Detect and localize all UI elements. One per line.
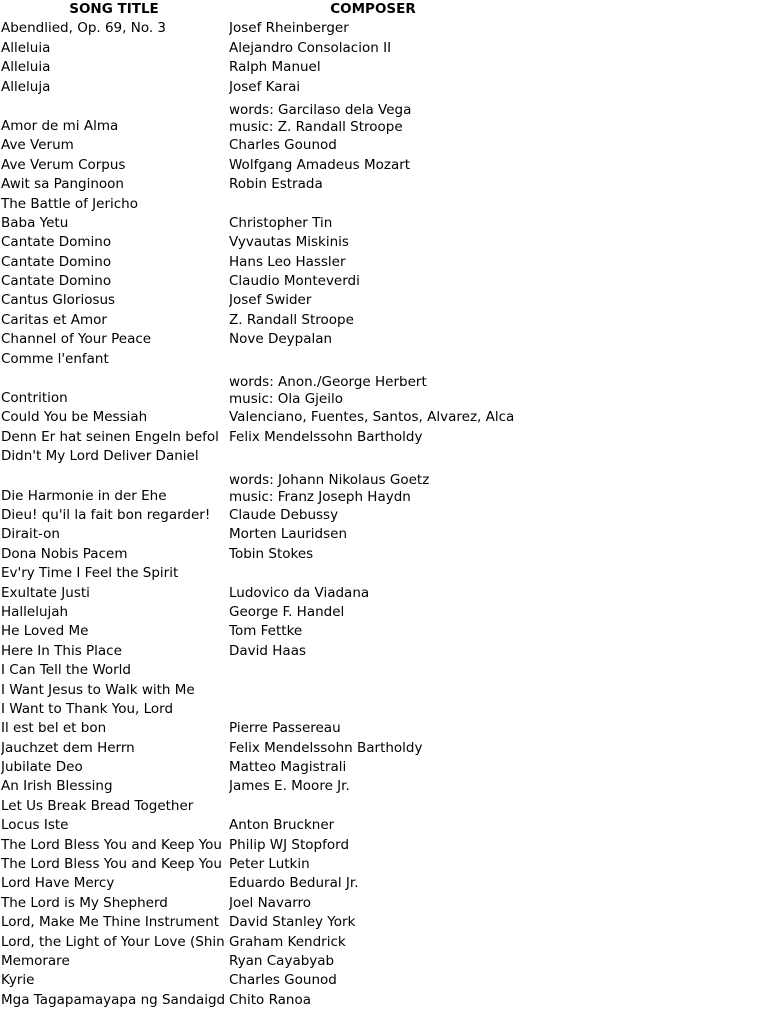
song-title-cell: The Battle of Jericho — [1, 195, 138, 212]
composer-cell: George F. Handel — [229, 603, 345, 620]
composer-cell: Graham Kendrick — [229, 933, 346, 950]
composer-cell: Tobin Stokes — [229, 545, 314, 562]
composer-cell: Chito Ranoa — [229, 991, 312, 1008]
table-row — [0, 58, 768, 77]
table-row — [0, 777, 768, 796]
song-title-cell: Cantate Domino — [1, 234, 112, 251]
composer-cell: Charles Gounod — [229, 972, 337, 989]
table-row — [0, 913, 768, 932]
table-row — [0, 990, 768, 1009]
table-row — [0, 252, 768, 271]
composer-cell: Philip WJ Stopford — [229, 836, 350, 853]
composer-cell: Claude Debussy — [229, 506, 339, 523]
table-row — [0, 330, 768, 349]
composer-cell: Felix Mendelssohn Bartholdy — [229, 739, 423, 756]
composer-cell: Matteo Magistrali — [229, 759, 347, 776]
column-header-composer: COMPOSER — [330, 1, 416, 17]
table-row — [0, 719, 768, 738]
composer-line: words: Garcilaso dela Vega — [229, 101, 412, 118]
table-row — [0, 427, 768, 446]
song-title-cell: Il est bel et bon — [1, 720, 107, 737]
song-title-cell: He Loved Me — [1, 623, 89, 640]
song-title-cell: Comme l'enfant — [1, 350, 109, 367]
table-row — [0, 310, 768, 329]
table-row — [0, 603, 768, 622]
song-title-cell: Awit sa Panginoon — [1, 176, 124, 193]
table-row — [0, 19, 768, 38]
song-title-cell: Lord Have Mercy — [1, 875, 115, 892]
song-title-cell: Contrition — [1, 390, 68, 407]
song-title-cell: Lord, the Light of Your Love (Shin — [1, 933, 225, 950]
song-title-cell: I Want to Thank You, Lord — [1, 700, 174, 717]
table-row — [0, 758, 768, 777]
composer-cell: Felix Mendelssohn Bartholdy — [229, 428, 423, 445]
composer-cell: Joel Navarro — [229, 894, 312, 911]
song-title-cell: Alleluia — [1, 39, 51, 56]
table-row — [0, 661, 768, 680]
composer-cell: Alejandro Consolacion II — [229, 39, 392, 56]
composer-cell — [229, 472, 517, 506]
composer-cell: Claudio Monteverdi — [229, 273, 360, 290]
song-title-cell: The Lord Bless You and Keep You — [1, 836, 222, 853]
song-title-cell: Could You be Messiah — [1, 409, 148, 426]
table-row — [0, 835, 768, 854]
composer-cell: Anton Bruckner — [229, 817, 335, 834]
table-row — [0, 583, 768, 602]
table-row — [0, 544, 768, 563]
composer-cell: Hans Leo Hassler — [229, 253, 346, 270]
song-title-cell: Alleluja — [1, 78, 51, 95]
song-title-cell: Amor de mi Alma — [1, 117, 119, 134]
table-row — [0, 971, 768, 990]
table-row — [0, 874, 768, 893]
song-title-cell: Ave Verum Corpus — [1, 156, 126, 173]
song-title-cell: Mga Tagapamayapa ng Sandaigd — [1, 991, 226, 1008]
table-row — [0, 155, 768, 174]
song-title-cell: Caritas et Amor — [1, 311, 107, 328]
composer-cell: Ralph Manuel — [229, 59, 321, 76]
composer-cell: Josef Karai — [229, 78, 301, 95]
song-title-cell: The Lord is My Shepherd — [1, 894, 168, 911]
table-row — [0, 175, 768, 194]
song-title-cell: The Lord Bless You and Keep You — [1, 856, 222, 873]
song-title-cell: Cantus Gloriosus — [1, 292, 116, 309]
song-table — [0, 19, 768, 1010]
composer-cell: David Haas — [229, 642, 306, 659]
song-title-cell: Ave Verum — [1, 137, 74, 154]
composer-cell: Robin Estrada — [229, 176, 323, 193]
song-title-cell: Jubilate Deo — [1, 759, 83, 776]
song-title-cell: Dirait-on — [1, 526, 60, 543]
composer-cell: Morten Lauridsen — [229, 526, 348, 543]
table-header — [0, 0, 768, 18]
table-row — [0, 77, 768, 96]
song-title-cell: I Want Jesus to Walk with Me — [1, 681, 195, 698]
table-row — [0, 641, 768, 660]
song-title-cell: Exultate Justi — [1, 584, 90, 601]
song-title-cell: Cantate Domino — [1, 253, 112, 270]
composer-cell: Valenciano, Fuentes, Santos, Alvarez, Alca — [229, 409, 515, 426]
song-title-cell: Cantate Domino — [1, 273, 112, 290]
composer-cell — [229, 102, 517, 136]
table-row — [0, 349, 768, 368]
composer-line: words: Johann Nikolaus Goetz — [229, 471, 430, 488]
table-row — [0, 194, 768, 213]
composer-cell: Ludovico da Viadana — [229, 584, 370, 601]
song-title-cell: Here In This Place — [1, 642, 122, 659]
table-row — [0, 893, 768, 912]
song-title-cell: Die Harmonie in der Ehe — [1, 487, 167, 504]
table-row — [0, 700, 768, 719]
table-row — [0, 796, 768, 815]
table-row — [0, 233, 768, 252]
table-row — [0, 97, 768, 136]
song-title-cell: Alleluia — [1, 59, 51, 76]
table-row — [0, 855, 768, 874]
composer-cell: Josef Rheinberger — [229, 20, 349, 37]
composer-line: music: Franz Joseph Haydn — [229, 488, 411, 505]
composer-cell: Charles Gounod — [229, 137, 337, 154]
table-row — [0, 369, 768, 408]
composer-cell: Tom Fettke — [229, 623, 303, 640]
song-title-cell: Jauchzet dem Herrn — [1, 739, 135, 756]
table-row — [0, 38, 768, 57]
table-row — [0, 622, 768, 641]
table-row — [0, 680, 768, 699]
song-title-cell: Channel of Your Peace — [1, 331, 152, 348]
table-row — [0, 272, 768, 291]
composer-cell: Z. Randall Stroope — [229, 311, 354, 328]
composer-cell: Pierre Passereau — [229, 720, 341, 737]
composer-line: words: Anon./George Herbert — [229, 374, 427, 391]
composer-line: music: Ola Gjeilo — [229, 391, 343, 408]
composer-cell: Josef Swider — [229, 292, 312, 309]
song-title-cell: Ev'ry Time I Feel the Spirit — [1, 565, 179, 582]
table-row — [0, 525, 768, 544]
table-row — [0, 738, 768, 757]
composer-cell: Peter Lutkin — [229, 856, 310, 873]
table-row — [0, 932, 768, 951]
composer-cell: James E. Moore Jr. — [229, 778, 350, 795]
table-row — [0, 466, 768, 505]
song-title-cell: I Can Tell the World — [1, 662, 132, 679]
composer-cell: Ryan Cayabyab — [229, 952, 335, 969]
song-title-cell: Let Us Break Bread Together — [1, 797, 194, 814]
song-title-cell: Memorare — [1, 952, 70, 969]
song-title-cell: Kyrie — [1, 972, 35, 989]
song-title-cell: Dieu! qu'il la fait bon regarder! — [1, 506, 211, 523]
composer-cell: Wolfgang Amadeus Mozart — [229, 156, 411, 173]
song-title-cell: Hallelujah — [1, 603, 69, 620]
composer-cell: David Stanley York — [229, 914, 356, 931]
table-row — [0, 136, 768, 155]
song-title-cell: Didn't My Lord Deliver Daniel — [1, 448, 199, 465]
song-title-cell: Denn Er hat seinen Engeln befol — [1, 428, 219, 445]
composer-cell: Vyvautas Miskinis — [229, 234, 349, 251]
table-row — [0, 447, 768, 466]
composer-cell: Christopher Tin — [229, 214, 333, 231]
column-header-song-title: SONG TITLE — [69, 1, 159, 17]
composer-cell: Eduardo Bedural Jr. — [229, 875, 359, 892]
table-row — [0, 564, 768, 583]
song-title-cell: Lord, Make Me Thine Instrument — [1, 914, 220, 931]
song-title-cell: Locus Iste — [1, 817, 69, 834]
table-row — [0, 816, 768, 835]
song-title-cell: Dona Nobis Pacem — [1, 545, 128, 562]
song-title-cell: An Irish Blessing — [1, 778, 113, 795]
song-title-cell: Baba Yetu — [1, 214, 69, 231]
table-row — [0, 408, 768, 427]
composer-cell: Nove Deypalan — [229, 331, 333, 348]
table-row — [0, 952, 768, 971]
table-row — [0, 506, 768, 525]
table-row — [0, 291, 768, 310]
composer-line: music: Z. Randall Stroope — [229, 118, 403, 135]
table-row — [0, 214, 768, 233]
composer-cell — [229, 374, 517, 408]
song-title-cell: Abendlied, Op. 69, No. 3 — [1, 20, 167, 37]
